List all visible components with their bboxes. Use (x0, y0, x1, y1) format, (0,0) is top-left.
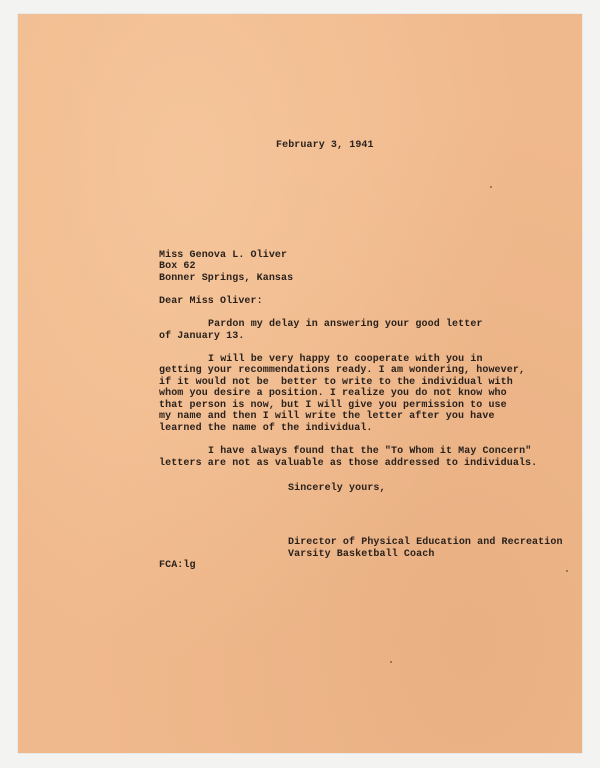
paragraph-2-line-3: if it would not be better to write to the individual with (159, 377, 513, 388)
letter-date: February 3, 1941 (276, 140, 374, 151)
paper-speck (490, 186, 492, 188)
signature-title-line-2: Varsity Basketball Coach (288, 549, 435, 560)
paragraph-3-line-2: letters are not as valuable as those addressed to individuals. (159, 458, 538, 469)
reference-initials: FCA:lg (159, 560, 196, 571)
recipient-address-line-2: Bonner Springs, Kansas (159, 273, 294, 284)
paragraph-2-line-7: learned the name of the individual. (159, 423, 373, 434)
salutation: Dear Miss Oliver: (159, 296, 263, 307)
paragraph-2-line-4: whom you desire a position. I realize you do not know who (159, 388, 507, 399)
paragraph-2-line-6: my name and then I will write the letter after you have (159, 411, 495, 422)
letter-page (18, 14, 582, 753)
paragraph-2-line-5: that person is now, but I will give you permission to use (159, 400, 507, 411)
recipient-address-line-1: Box 62 (159, 261, 196, 272)
paper-speck (566, 570, 568, 572)
paragraph-2-line-2: getting your recommendations ready. I am wondering, however, (159, 365, 526, 376)
paragraph-1-line-1: Pardon my delay in answering your good letter (208, 319, 483, 330)
paper-speck (390, 661, 392, 663)
paragraph-3-line-1: I have always found that the "To Whom it May Concern" (208, 446, 532, 457)
paragraph-2-line-1: I will be very happy to cooperate with you in (208, 354, 483, 365)
recipient-name: Miss Genova L. Oliver (159, 250, 288, 261)
paragraph-1-line-2: of January 13. (159, 331, 245, 342)
closing: Sincerely yours, (288, 483, 386, 494)
signature-title-line-1: Director of Physical Education and Recreation (288, 537, 563, 548)
